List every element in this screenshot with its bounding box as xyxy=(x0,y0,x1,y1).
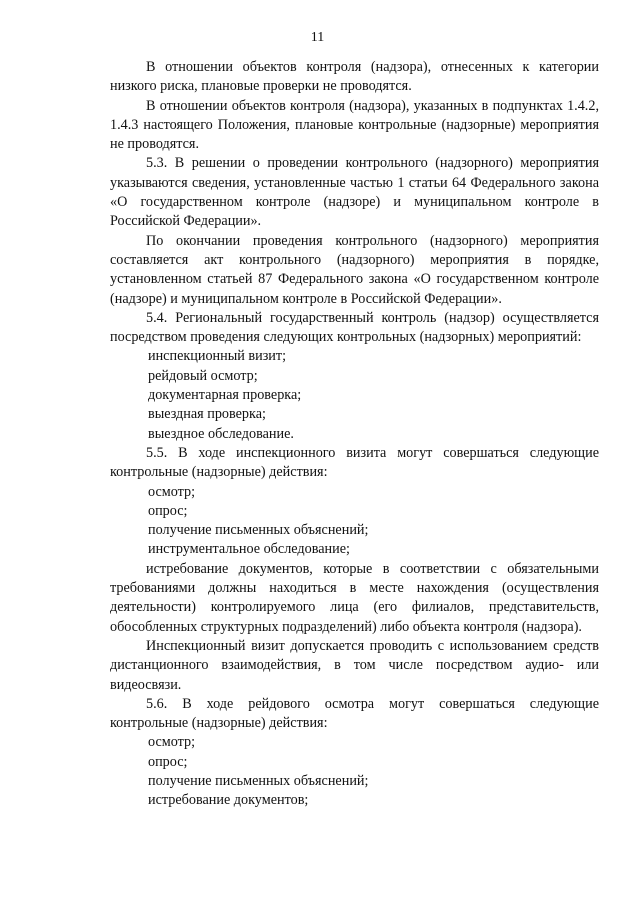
list-item: получение письменных объяснений; xyxy=(148,772,369,789)
list-item: осмотр; xyxy=(148,734,196,751)
document-body xyxy=(110,58,599,811)
list-item: инспекционный визит; xyxy=(148,348,287,365)
list-item: инструментальное обследование; xyxy=(148,541,350,558)
paragraph: 5.3. В решении о проведении контрольного (надзорного) мероприятия указываются сведения, установленные частью 1 статьи 64 Федерального закона «О государственном контроле (надзоре) и муниципальном контроле в Российской Федерации». xyxy=(110,155,599,230)
paragraph: В отношении объектов контроля (надзора), указанных в подпунктах 1.4.2, 1.4.3 настоящего Положения, плановые контрольные (надзорные) мероприятия не проводятся. xyxy=(110,97,599,153)
page-number: 11 xyxy=(310,30,325,45)
list-item: получение письменных объяснений; xyxy=(148,522,369,539)
paragraph: В отношении объектов контроля (надзора), отнесенных к категории низкого риска, плановые проверки не проводятся. xyxy=(110,59,599,95)
list-item: опрос; xyxy=(148,753,188,770)
list-item: истребование документов; xyxy=(148,792,309,809)
paragraph: 5.5. В ходе инспекционного визита могут совершаться следующие контрольные (надзорные) действия: xyxy=(110,444,599,481)
list-item: рейдовый осмотр; xyxy=(148,367,258,384)
list-item: документарная проверка; xyxy=(148,387,302,404)
list-item: выездное обследование. xyxy=(148,425,294,442)
paragraph: истребование документов, которые в соответствии с обязательными требованиями должны находиться в месте нахождения (осуществления деятельности) контролируемого лица (его филиалов, представительств, обособленных структурных подразделений) либо объекта контроля (надзора). xyxy=(110,560,599,635)
list-item: выездная проверка; xyxy=(148,406,266,423)
list-item: опрос; xyxy=(148,502,188,519)
list-item: осмотр; xyxy=(148,483,196,500)
paragraph: По окончании проведения контрольного (надзорного) мероприятия составляется акт контрольного (надзорного) мероприятия в порядке, установленном статьей 87 Федерального закона «О государственном контроле (надзоре) и муниципальном контроле в Российской Федерации». xyxy=(110,232,599,307)
paragraph: 5.6. В ходе рейдового осмотра могут совершаться следующие контрольные (надзорные) действия: xyxy=(110,695,599,732)
paragraph: 5.4. Региональный государственный контроль (надзор) осуществляется посредством проведения следующих контрольных (надзорных) мероприятий: xyxy=(110,309,599,346)
paragraph: Инспекционный визит допускается проводить с использованием средств дистанционного взаимодействия, в том числе посредством аудио- или видеосвязи. xyxy=(110,637,599,693)
